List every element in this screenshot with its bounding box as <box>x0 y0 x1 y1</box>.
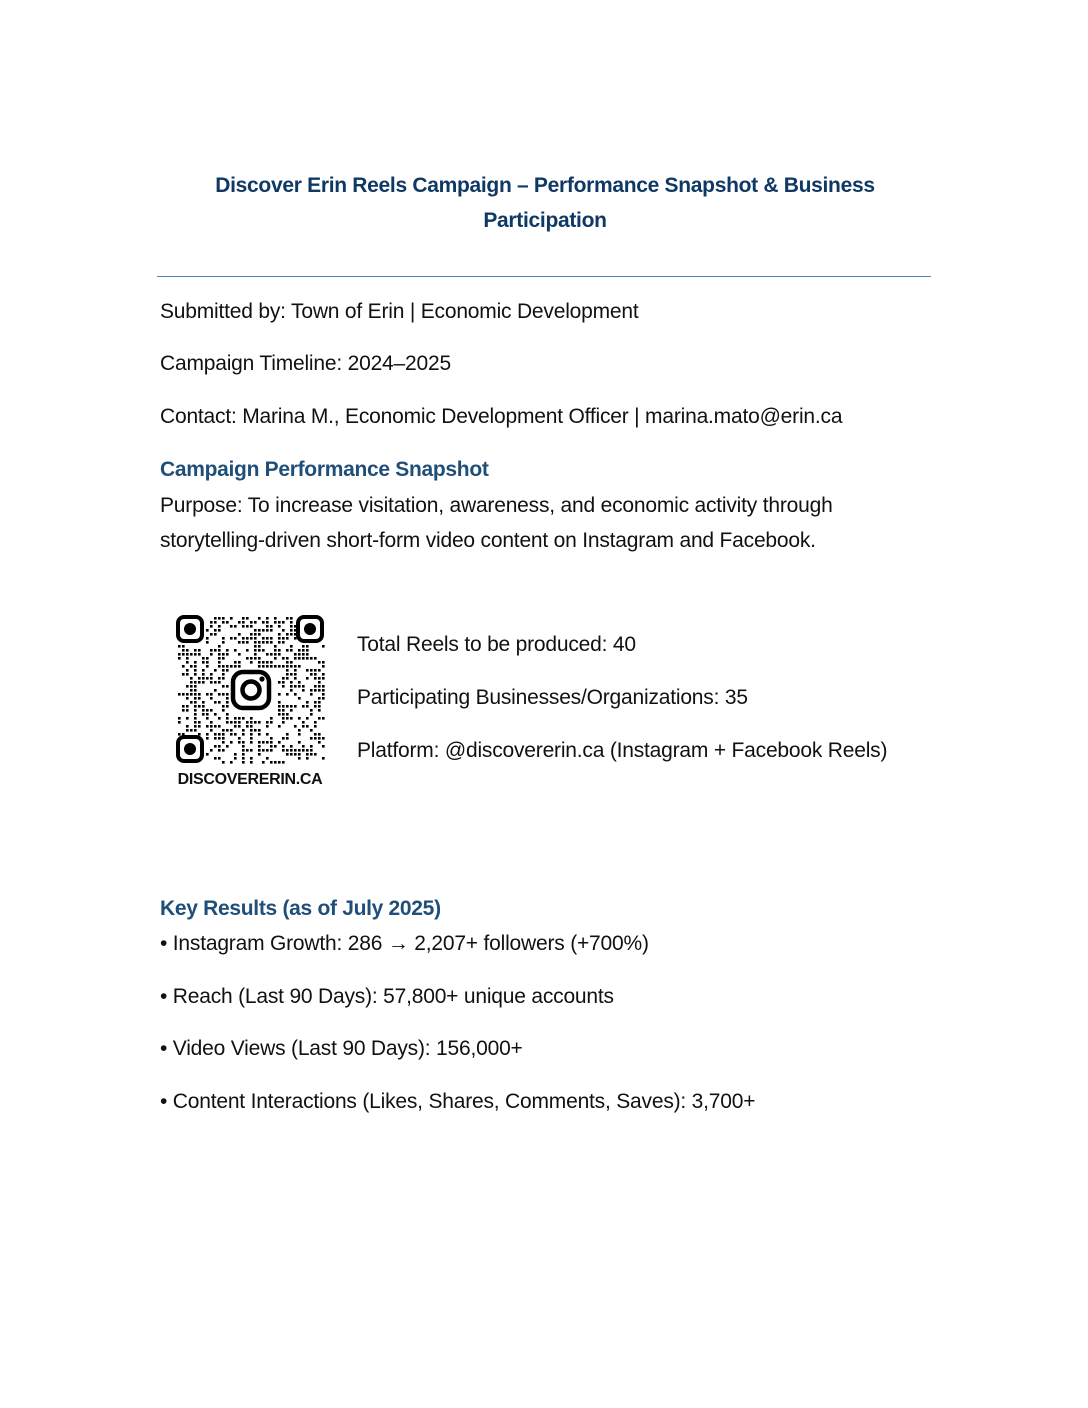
qr-label: DISCOVERERIN.CA <box>177 771 323 788</box>
stat-platform: Platform: @discovererin.ca (Instagram + Facebook Reels) <box>357 739 888 762</box>
campaign-timeline: Campaign Timeline: 2024–2025 <box>160 352 451 375</box>
result-item-reach: • Reach (Last 90 Days): 57,800+ unique accounts <box>160 985 614 1008</box>
qr-finder-top-left <box>178 617 202 641</box>
result-item-video-views: • Video Views (Last 90 Days): 156,000+ <box>160 1037 523 1060</box>
stat-participating-businesses: Participating Businesses/Organizations: 35 <box>357 686 748 709</box>
qr-finder-bottom-left <box>178 737 202 761</box>
result-item-instagram-growth: • Instagram Growth: 286 → 2,207+ followers (+700%) <box>160 932 649 955</box>
document-title: Discover Erin Reels Campaign – Performance Snapshot & Business Participation <box>215 174 875 232</box>
submitted-by: Submitted by: Town of Erin | Economic Development <box>160 300 639 323</box>
key-results-heading: Key Results (as of July 2025) <box>160 897 441 920</box>
purpose-text: Purpose: To increase visitation, awareness, and economic activity through storytelling-driven short-form video content on Instagram and Facebook. <box>160 494 833 552</box>
title-divider <box>157 276 931 277</box>
instagram-icon <box>229 668 273 712</box>
result-item-content-interactions: • Content Interactions (Likes, Shares, Comments, Saves): 3,700+ <box>160 1090 756 1113</box>
qr-code <box>176 615 326 765</box>
contact-info: Contact: Marina M., Economic Development Officer | marina.mato@erin.ca <box>160 405 843 428</box>
qr-finder-top-right <box>298 617 322 641</box>
snapshot-heading: Campaign Performance Snapshot <box>160 458 489 481</box>
stat-total-reels: Total Reels to be produced: 40 <box>357 633 636 656</box>
